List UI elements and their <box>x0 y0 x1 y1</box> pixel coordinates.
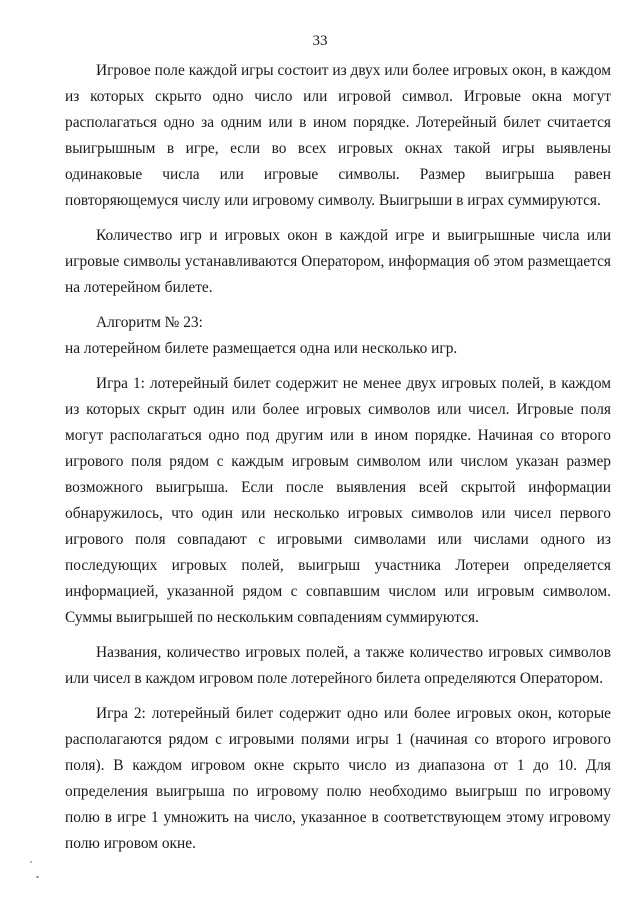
paragraph-game-2: Игра 2: лотерейный билет содержит одно или более игровых окон, которые располагаются рядом с игровыми полями игры 1 (начиная со второго игрового поля). В каждом игровом окне скрыто число из диапазона от 1 до 10. Для определения выигрыша по игровому полю необходимо выигрыш по игровому полю в игре 1 умножить на число, указанное в соответствующем этому игровому полю игровом окне. <box>65 705 611 852</box>
page-number: 33 <box>312 33 328 49</box>
document-body <box>65 58 611 857</box>
scan-speck <box>30 861 32 863</box>
paragraph-game-1: Игра 1: лотерейный билет содержит не менее двух игровых полей, в каждом из которых скрыт один или более игровых символов или чисел. Игровые поля могут располагаться одно под другим или в ином порядке. Начиная со второго игрового поля рядом с каждым игровым символом или числом указан размер возможного выигрыша. Если после выявления всей скрытой информации обнаружилось, что один или несколько игровых символов или чисел первого игрового поля совпадают с игровыми символами или числами одного из последующих игровых полей, выигрыш участника Лотереи определяется информацией, указанной рядом с совпавшим числом или игровым символом. Суммы выигрышей по нескольким совпадениям суммируются. <box>65 375 611 626</box>
paragraph-algorithm-heading: Алгоритм № 23: <box>96 314 203 331</box>
paragraph-game-field-rules: Игровое поле каждой игры состоит из двух или более игровых окон, в каждом из которых скрыто одно число или игровой символ. Игровые окна могут располагаться одно за одним или в ином порядке. Лотерейный билет считается выигрышным в игре, если во всех игровых окнах такой игры выявлены одинаковые числа или игровые символы. Размер выигрыша равен повторяющемуся числу или игровому символу. Выигрыши в играх суммируются. <box>65 62 611 209</box>
scan-speck <box>36 876 39 878</box>
paragraph-operator-settings: Количество игр и игровых окон в каждой игре и выигрышные числа или игровые символы устанавливаются Оператором, информация об этом размещается на лотерейном билете. <box>65 227 611 296</box>
paragraph-game-1-names: Названия, количество игровых полей, а также количество игровых символов или чисел в каждом игровом поле лотерейного билета определяются Оператором. <box>65 644 611 687</box>
paragraph-algorithm-intro: на лотерейном билете размещается одна или несколько игр. <box>65 340 458 357</box>
